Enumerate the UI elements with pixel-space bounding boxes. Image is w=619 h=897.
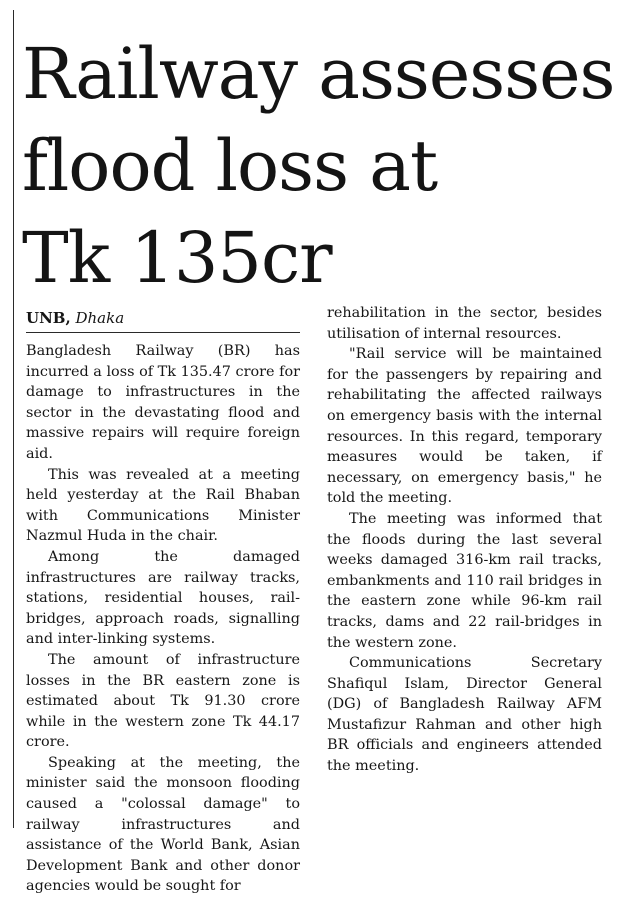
right-column	[327, 303, 602, 777]
paragraph: "Rail service will be maintained for the passengers by repairing and rehabilitating the affected railways on emergency basis with the internal resources. In this regard, temporary measures would be taken, if necessary, on emergency basis," he told the meeting.	[327, 346, 602, 507]
headline	[22, 28, 617, 304]
paragraph: The meeting was informed that the floods during the last several weeks damaged 316-km rail tracks, embankments and 110 rail bridges in the eastern zone while 96-km rail tracks, dams and 22 rail-bridges in the western zone.	[327, 510, 602, 651]
byline-agency: UNB,	[26, 309, 71, 327]
byline-place: Dhaka	[75, 309, 125, 327]
left-column	[26, 341, 300, 897]
headline-line: Railway assesses	[22, 33, 615, 115]
paragraph: This was revealed at a meeting held yesterday at the Rail Bhaban with Communications Minister Nazmul Huda in the chair.	[26, 466, 300, 545]
paragraph: Bangladesh Railway (BR) has incurred a loss of Tk 135.47 crore for damage to infrastructures in the sector in the devastating flood and massive repairs will require foreign aid.	[26, 343, 300, 462]
headline-line: Tk 135cr	[22, 217, 332, 299]
headline-line: flood loss at	[22, 125, 438, 207]
paragraph: Speaking at the meeting, the minister said the monsoon flooding caused a "colossal damage" to railway infrastructures and assistance of the World Bank, Asian Development Bank and other donor agencies would be sought for	[26, 754, 300, 895]
byline	[26, 308, 300, 333]
paragraph: Communications Secretary Shafiqul Islam, Director General (DG) of Bangladesh Railway AFM Mustafizur Rahman and other high BR officials and engineers attended the meeting.	[327, 655, 602, 775]
paragraph: Among the damaged infrastructures are railway tracks, stations, residential houses, rail-bridges, approach roads, signalling and inter-linking systems.	[26, 548, 300, 648]
paragraph: The amount of infrastructure losses in the BR eastern zone is estimated about Tk 91.30 crore while in the western zone Tk 44.17 crore.	[26, 651, 300, 751]
column-rule	[13, 10, 14, 828]
paragraph: rehabilitation in the sector, besides utilisation of internal resources.	[327, 305, 602, 342]
